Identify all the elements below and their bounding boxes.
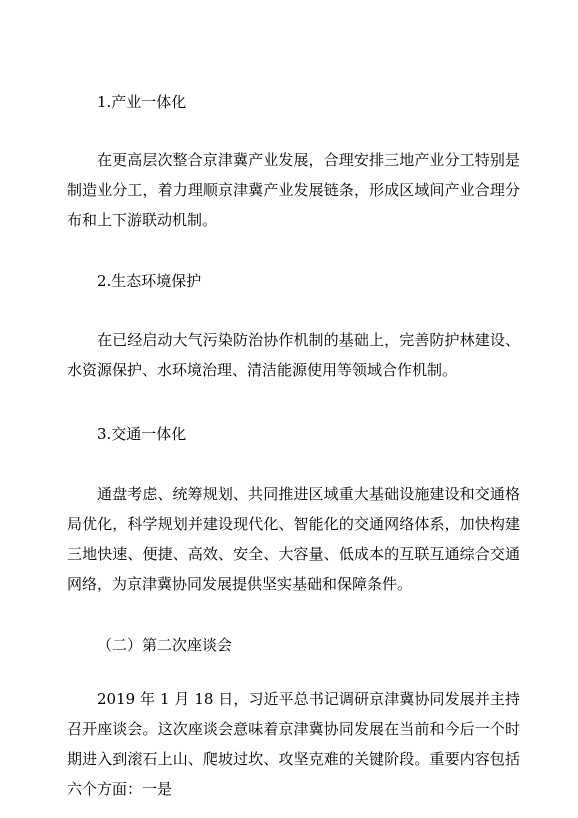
section-paragraph-industry: 在更高层次整合京津冀产业发展，合理安排三地产业分工特别是制造业分工，着力理顺京津冀产业发展链条，形成区域间产业合理分布和上下游联动机制。	[67, 151, 520, 229]
section-heading-industry: 1.产业一体化	[97, 93, 187, 111]
subsection-paragraph: 2019 年 1 月 18 日，习近平总书记调研京津冀协同发展并主持召开座谈会。这次座谈会意味着京津冀协同发展在当前和今后一个时期进入到滚石上山、爬坡过坎、攻坚克难的关键阶段。重要内容包括六个方面：一是	[67, 690, 520, 798]
section-heading-transport: 3.交通一体化	[97, 425, 187, 443]
subsection-heading: （二）第二次座谈会	[97, 636, 233, 654]
section-paragraph-transport: 通盘考虑、统筹规划、共同推进区域重大基础设施建设和交通格局优化，科学规划并建设现代化、智能化的交通网络体系，加快构建三地快速、便捷、高效、安全、大容量、低成本的互联互通综合交通网络，为京津冀协同发展提供坚实基础和保障条件。	[67, 485, 520, 593]
section-heading-ecology: 2.生态环境保护	[97, 272, 202, 290]
section-paragraph-ecology: 在已经启动大气污染防治协作机制的基础上，完善防护林建设、水资源保护、水环境治理、清洁能源使用等领域合作机制。	[67, 331, 520, 379]
